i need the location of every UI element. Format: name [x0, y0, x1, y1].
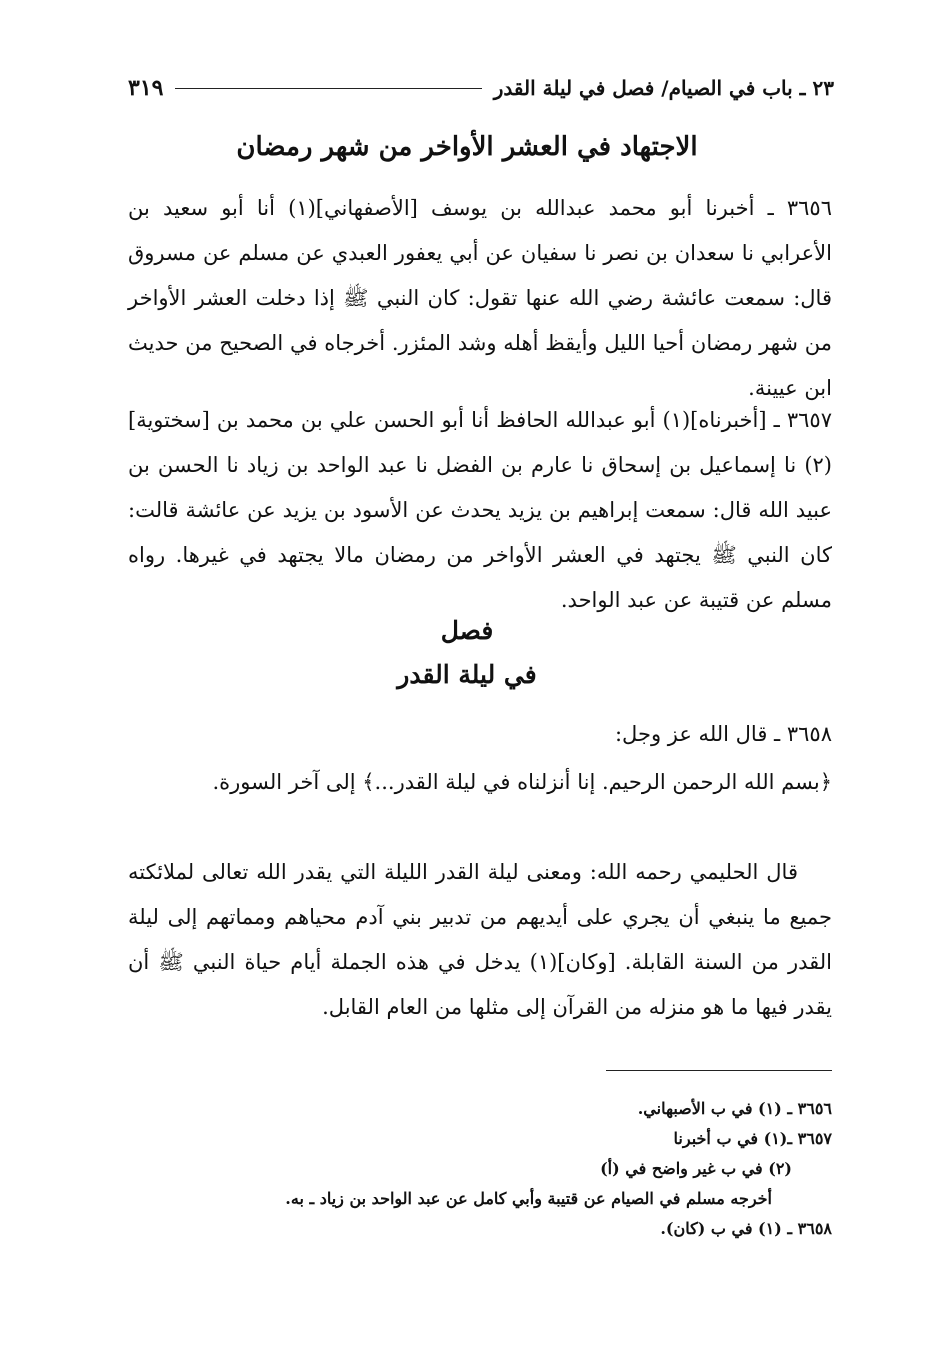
quran-verse: ﴿بسم الله الرحمن الرحيم. إنا أنزلناه في ليلة القدر...﴾ إلى آخر السورة. — [212, 770, 832, 794]
footnote-3658-1: ٣٦٥٨ ـ (١) في ب (كان). — [660, 1219, 832, 1238]
footnote-rule — [606, 1070, 832, 1071]
section-title: الاجتهاد في العشر الأواخر من شهر رمضان — [236, 132, 698, 162]
running-header — [128, 72, 834, 104]
footnote-3656-1: ٣٦٥٦ ـ (١) في ب الأصبهاني. — [637, 1099, 832, 1118]
hadith-3657: ٣٦٥٧ ـ [أخبرناه](١) أبو عبدالله الحافظ أنا أبو الحسن علي بن محمد بن [سختوية](٢) نا إسماعيل بن إسحاق نا عارم بن الفضل نا عبد الواحد بن زياد نا الحسن بن عبيد الله قال: سمعت إبراهيم بن يزيد يحدث عن الأسود بن يزيد عن عائشة قالت: كان النبي ﷺ يجتهد في العشر الأواخر من رمضان مالا يجتهد في غيرها. رواه مسلم عن قتيبة عن عبد الواحد. — [128, 408, 832, 612]
footnote-takhrij: أخرجه مسلم في الصيام عن قتيبة وأبي كامل عن عبد الواحد بن زياد ـ به. — [285, 1189, 772, 1208]
header-rule — [175, 88, 481, 89]
hadith-3658-intro: ٣٦٥٨ ـ قال الله عز وجل: — [614, 722, 832, 746]
halimi-commentary: قال الحليمي رحمه الله: ومعنى ليلة القدر الليلة التي يقدر الله تعالى لملائكته جميع ما ينبغي أن يجري على أيديهم من تدبير بني آدم محياهم ومماتهم إلى ليلة القدر من السنة القابلة. [وكان](١) يدخل في هذه الجملة أيام حياة النبي ﷺ أن يقدر فيها ما هو منزله من القرآن إلى مثلها من العام القابل. — [128, 860, 833, 1019]
hadith-3656: ٣٦٥٦ ـ أخبرنا أبو محمد عبدالله بن يوسف [الأصفهاني](١) أنا أبو سعيد بن الأعرابي نا سعدان بن نصر نا سفيان عن أبي يعفور العبدي عن مسلم عن مسروق قال: سمعت عائشة رضي الله عنها تقول: كان النبي ﷺ إذا دخلت العشر الأواخر من شهر رمضان أحيا الليل وأيقظ أهله وشد المئزر. أخرجاه في الصحيح من حديث ابن عيينة. — [128, 196, 832, 400]
footnotes — [128, 1094, 832, 1244]
running-title: ٢٣ ـ باب في الصيام/ فصل في ليلة القدر — [493, 76, 834, 100]
page-number: ٣١٩ — [128, 75, 164, 101]
chapter-subheading: في ليلة القدر — [397, 660, 537, 689]
chapter-heading: فصل — [440, 616, 494, 645]
footnote-3657-2: (٢) في ب غير واضح في (أ) — [600, 1159, 792, 1178]
footnote-3657-1: ٣٦٥٧ ـ(١) في ب أخبرنا — [673, 1129, 832, 1148]
